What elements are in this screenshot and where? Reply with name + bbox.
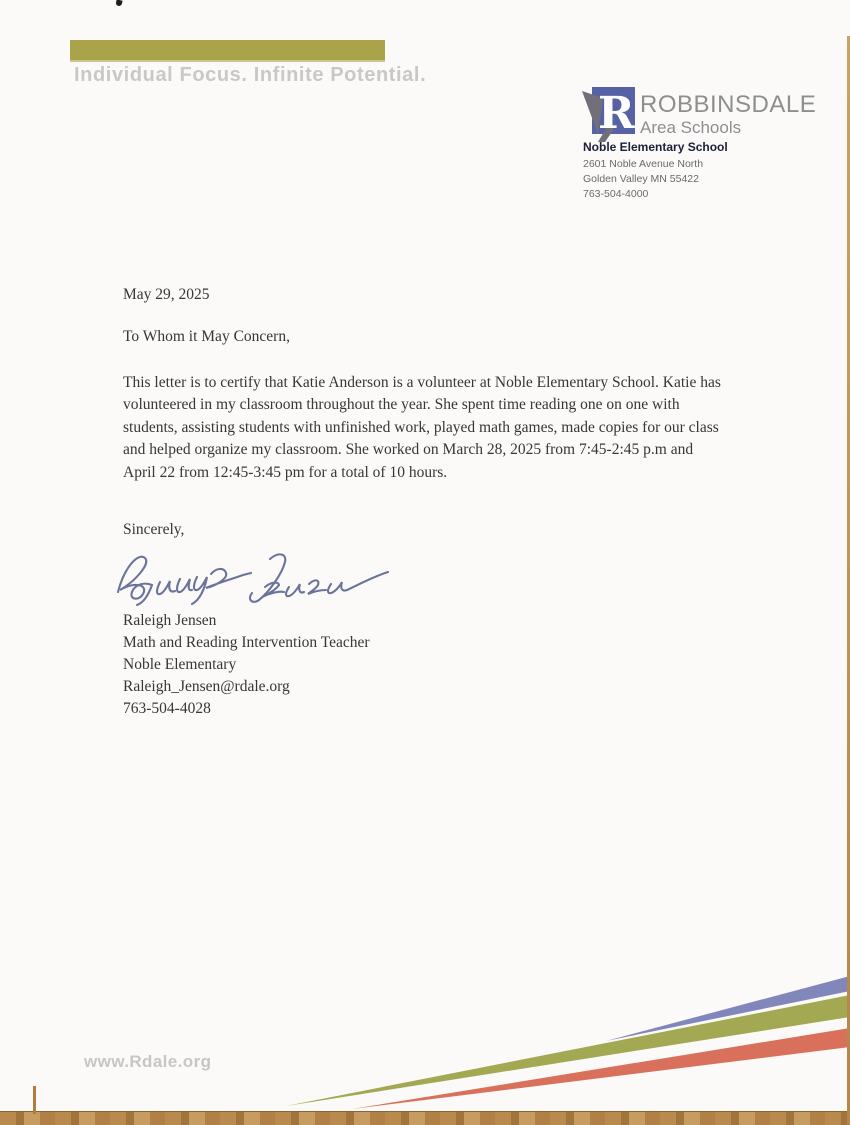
school-phone: 763-504-4000 — [583, 188, 649, 200]
paper-edge-left — [33, 1086, 36, 1114]
logo-text — [640, 85, 816, 136]
school-address-line2: Golden Valley MN 55422 — [583, 173, 699, 185]
school-address-line1: 2601 Noble Avenue North — [583, 158, 704, 170]
header-olive-bar — [70, 40, 385, 62]
logo-name: ROBBINSDALE — [640, 91, 817, 118]
scan-speck — [115, 0, 122, 7]
signoff-email: Raleigh_Jensen@rdale.org — [123, 678, 290, 695]
logo-subtitle: Area Schools — [640, 118, 742, 137]
handwritten-signature — [110, 546, 400, 614]
school-name: Noble Elementary School — [583, 140, 728, 154]
signoff-phone: 763-504-4028 — [123, 700, 211, 717]
school-address-block — [583, 140, 728, 202]
signoff-name: Raleigh Jensen — [123, 612, 217, 629]
signoff-title: Math and Reading Intervention Teacher — [123, 634, 370, 651]
district-tagline: Individual Focus. Infinite Potential. — [74, 64, 427, 86]
letter-salutation: To Whom it May Concern, — [123, 328, 290, 345]
robbinsdale-logo-icon — [578, 85, 636, 143]
letter-body: This letter is to certify that Katie Anderson is a volunteer at Noble Elementary School. Katie has volunteered in my classroom throughout the year. She spent time reading one on one with students, assisting students with unfinished work, played math games, made copies for our class and helped organize my classroom. She worked on March 28, 2025 from 7:45-2:45 p.m and April 22 from 12:45-3:45 pm for a total of 10 hours. — [123, 374, 721, 481]
letter-closing: Sincerely, — [123, 521, 185, 538]
letter-date: May 29, 2025 — [123, 286, 210, 303]
signoff-block — [123, 610, 370, 720]
footer-website: www.Rdale.org — [84, 1052, 212, 1071]
district-logo — [578, 85, 816, 143]
table-edge-bottom — [0, 1111, 850, 1125]
signoff-school: Noble Elementary — [123, 656, 237, 673]
svg-text:R: R — [598, 88, 635, 139]
